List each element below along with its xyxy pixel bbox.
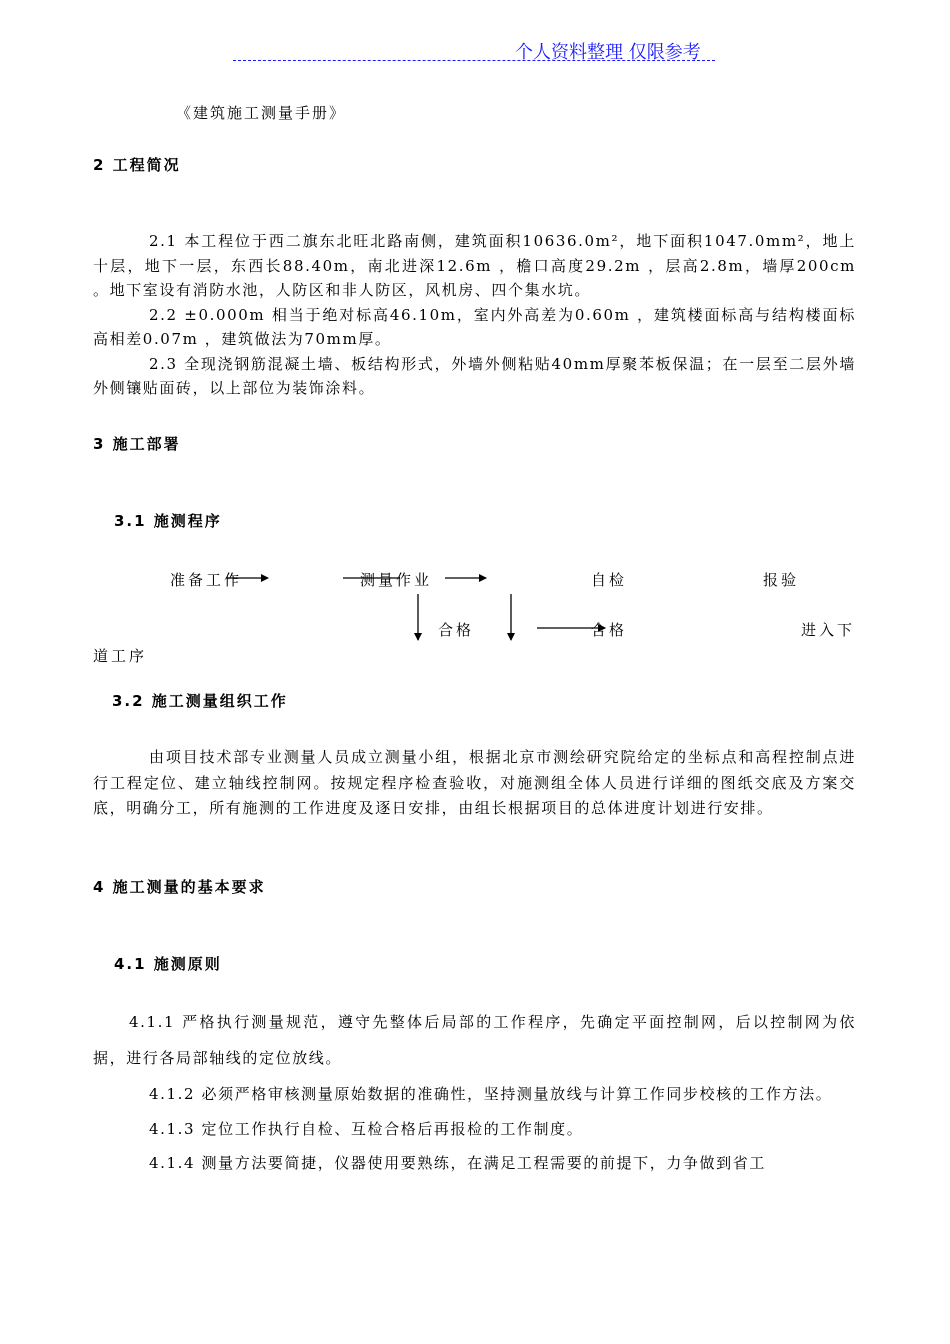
section-3-heading: 3 施工部署 <box>93 435 181 453</box>
flow-report: 报验 <box>763 571 800 589</box>
section-3-2-body <box>93 745 856 822</box>
section-3-1-heading: 3.1 施测程序 <box>114 512 222 530</box>
flow-next-step-part2: 道工序 <box>93 647 148 665</box>
flow-pass-2: 合格 <box>591 621 628 639</box>
flow-pass-1: 合格 <box>438 621 475 639</box>
section-4-1-heading: 4.1 施测原则 <box>114 955 222 973</box>
flow-measure: 测量作业 <box>360 571 433 589</box>
para-4-1-1: 4.1.1 严格执行测量规范，遵守先整体后局部的工作程序，先确定平面控制网，后以控制网为依据，进行各局部轴线的定位放线。 <box>93 1013 856 1067</box>
para-3-2: 由项目技术部专业测量人员成立测量小组，根据北京市测绘研究院给定的坐标点和高程控制点进行工程定位、建立轴线控制网。按规定程序检查验收，对施测组全体人员进行详细的图纸交底及方案交底，明确分工，所有施测的工作进度及逐日安排，由组长根据项目的总体进度计划进行安排。 <box>93 748 856 817</box>
para-2-3: 2.3 全现浇钢筋混凝土墙、板结构形式，外墙外侧粘贴40mm厚聚苯板保温；在一层至二层外墙外侧镶贴面砖，以上部位为装饰涂料。 <box>93 354 856 397</box>
flow-selfcheck: 自检 <box>591 571 628 589</box>
section-4-1-body <box>93 1004 856 1180</box>
section-4-heading: 4 施工测量的基本要求 <box>93 878 266 896</box>
para-4-1-2: 4.1.2 必须严格审核测量原始数据的准确性，坚持测量放线与计算工作同步校核的工作方法。 <box>149 1085 833 1103</box>
para-2-2: 2.2 ±0.000m 相当于绝对标高46.10m，室内外高差为0.60m ，建筑楼面标高与结构楼面标高相差0.07m ，建筑做法为70mm厚。 <box>93 305 856 348</box>
para-4-1-4: 4.1.4 测量方法要简捷，仪器使用要熟练，在满足工程需要的前提下，力争做到省工 <box>149 1154 766 1172</box>
para-2-1: 2.1 本工程位于西二旗东北旺北路南侧，建筑面积10636.0m²，地下面积1047.0mm²，地上十层，地下一层，东西长88.40m，南北进深12.6m ，檐口高度29.2m ，层高2.8m，墙厚200cm 。地下室设有消防水池，人防区和非人防区，风机房、四个集水坑。 <box>93 232 856 299</box>
book-title: 《建筑施工测量手册》 <box>176 104 347 122</box>
section-3-2-heading: 3.2 施工测量组织工作 <box>112 692 288 710</box>
header-note: 个人资料整理 仅限参考 <box>515 42 701 63</box>
flow-prep: 准备工作 <box>170 571 243 589</box>
section-2-heading: 2 工程简况 <box>93 156 181 174</box>
para-4-1-3: 4.1.3 定位工作执行自检、互检合格后再报检的工作制度。 <box>149 1120 584 1138</box>
flow-next-step-part1: 进入下 <box>801 621 856 639</box>
